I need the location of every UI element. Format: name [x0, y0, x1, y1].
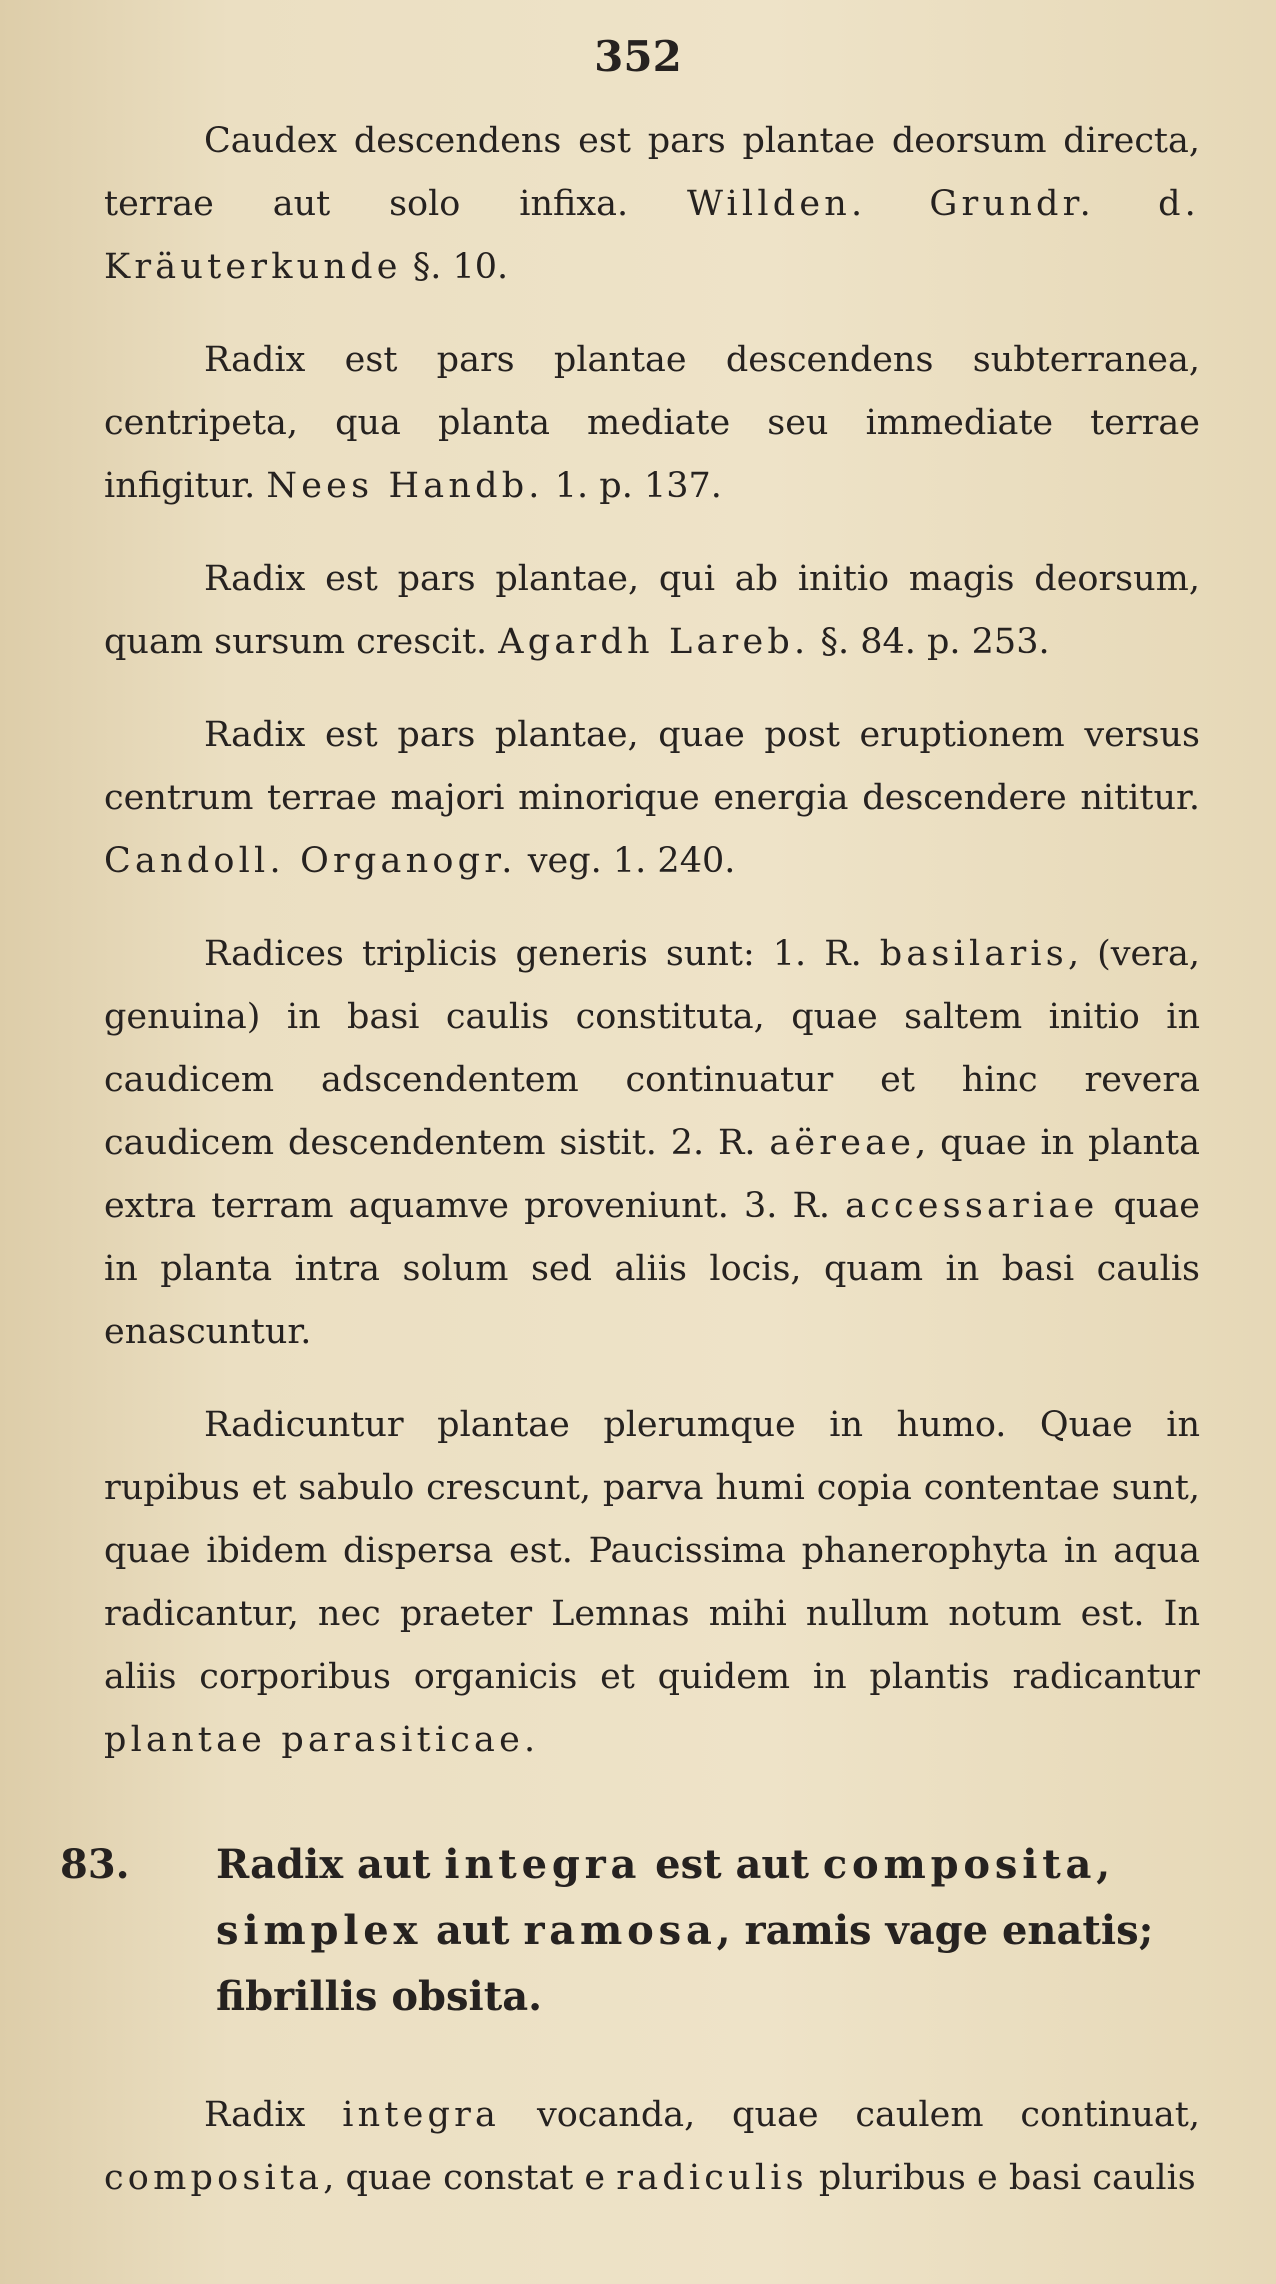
text-run: Radix est pars plantae, quae post eruptionem versus centrum terrae majori minorique energia descendere nititur.: [104, 715, 1200, 818]
text-run: Radices triplicis generis sunt: 1. R.: [204, 934, 880, 974]
spaced-text: plantae parasiticae: [104, 1720, 525, 1760]
spaced-text: ramosa: [523, 1907, 717, 1954]
section-heading: [216, 1832, 1200, 2030]
text-run: veg. 1. 240.: [516, 841, 736, 881]
paragraph-radix-definition-nees: [104, 329, 1200, 518]
text-run: .: [524, 1720, 536, 1760]
text-run: , quae in planta extra terram aquamve proveniunt. 3. R.: [104, 1123, 1200, 1226]
section-83: [60, 1832, 1200, 2030]
text-run: Radix est pars plantae descendens subterranea, centripeta, qua planta mediate seu immediate terrae infigitur.: [104, 340, 1200, 506]
spaced-text: Agardh Lareb.: [498, 622, 810, 662]
text-run: est aut: [641, 1841, 823, 1888]
text-run: Radix: [204, 2095, 343, 2135]
paragraph-radicuntur: [104, 1394, 1200, 1772]
paragraph-radices-genera: [104, 923, 1200, 1364]
text-run: quae in planta intra solum sed aliis locis, quam in basi caulis enascuntur.: [104, 1186, 1201, 1352]
spaced-text: simplex: [216, 1907, 423, 1954]
spaced-text: integra: [444, 1841, 642, 1888]
text-run: Caudex descendens est pars plantae deorsum directa, terrae aut solo infixa.: [104, 121, 1200, 224]
text-run: , ramis vage enatis; fibrillis obsita.: [216, 1907, 1154, 2020]
text-run: , (vera, genuina) in basi caulis constituta, quae saltem initio in caudicem adscendentem continuatur et hinc revera caudicem descendentem sistit. 2. R.: [104, 934, 1200, 1163]
spaced-text: basilaris: [879, 934, 1068, 974]
paragraph-caudex: [104, 110, 1200, 299]
text-run: Radicuntur plantae plerumque in humo. Quae in rupibus et sabulo crescunt, parva humi copia contentae sunt, quae ibidem dispersa est. Paucissima phanerophyta in aqua radicantur, nec praeter Lemnas mihi nullum notum est. In aliis corporibus organicis et quidem in plantis radicantur: [104, 1405, 1200, 1697]
spaced-text: accessariae: [845, 1186, 1099, 1226]
text-run: ,: [1096, 1841, 1111, 1888]
paragraph-radix-definition-agardh: [104, 548, 1200, 674]
spaced-text: composita: [104, 2158, 324, 2198]
text-run: , quae constat e: [323, 2158, 617, 2198]
spaced-text: aëreae: [769, 1123, 916, 1163]
page-number: 352: [594, 32, 682, 81]
paragraph-radix-definition-candolle: [104, 704, 1200, 893]
paragraph-radix-integra: [104, 2084, 1200, 2210]
spaced-text: composita: [822, 1841, 1097, 1888]
text-run: Radix est pars plantae, qui ab initio magis deorsum, quam sursum crescit.: [104, 559, 1200, 662]
text-run: §. 10.: [401, 247, 509, 287]
text-run: pluribus e basi caulis: [807, 2158, 1196, 2198]
page-body: [60, 110, 1201, 2240]
text-run: Radix aut: [216, 1841, 445, 1888]
section-number: 83.: [60, 1841, 130, 1888]
spaced-text: Candoll. Organogr.: [104, 841, 517, 881]
spaced-text: radiculis: [616, 2158, 808, 2198]
spaced-text: integra: [342, 2095, 501, 2135]
text-run: §. 84. p. 253.: [809, 622, 1050, 662]
text-run: aut: [422, 1907, 524, 1954]
text-run: 1. p. 137.: [543, 466, 722, 506]
spaced-text: Nees Handb.: [266, 466, 544, 506]
text-run: vocanda, quae caulem continuat,: [500, 2095, 1200, 2135]
spaced-text: Willden. Grundr. d. Kräuterkunde: [104, 184, 1200, 287]
